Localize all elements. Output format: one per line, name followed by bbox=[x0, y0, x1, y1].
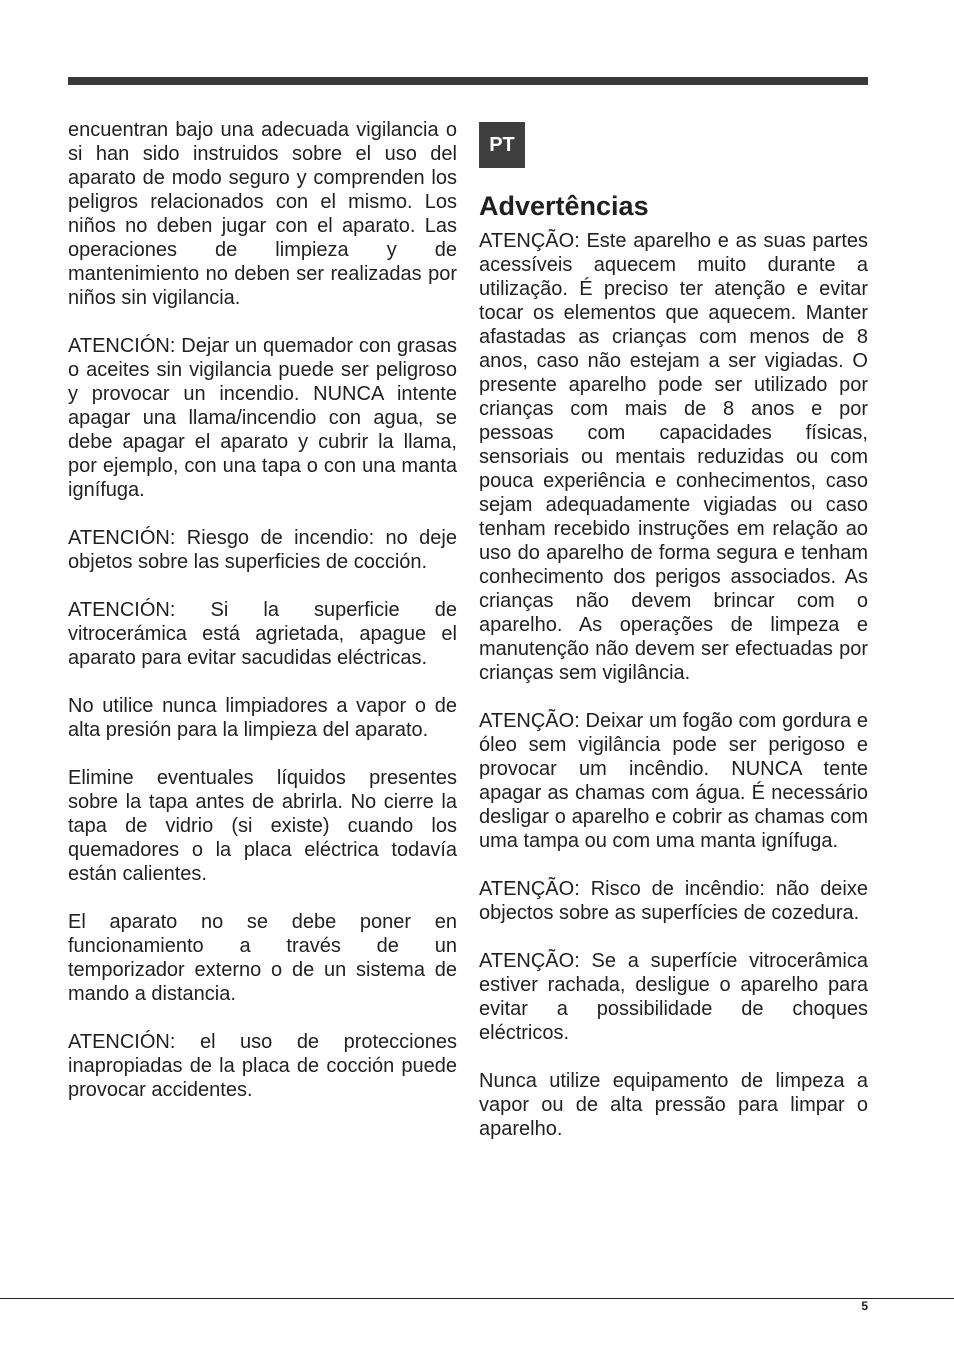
paragraph: Elimine eventuales líquidos presentes sobre la tapa antes de abrirla. No cierre la tapa de vidrio (si existe) cuando los quemadores o la placa eléctrica todavía están calientes. bbox=[68, 767, 457, 885]
paragraph: ATENCIÓN: Riesgo de incendio: no deje objetos sobre las superficies de cocción. bbox=[68, 527, 457, 573]
paragraph: encuentran bajo una adecuada vigilancia o si han sido instruidos sobre el uso del aparato de modo seguro y comprenden los peligros relacionados con el mismo. Los niños no deben jugar con el aparato. Las operaciones de limpieza y de mantenimiento no deben ser realizadas por niños sin vigilancia. bbox=[68, 119, 457, 309]
spanish-column bbox=[68, 118, 457, 1126]
footer-rule bbox=[0, 1298, 954, 1299]
portuguese-column bbox=[479, 122, 868, 1165]
paragraph: ATENCIÓN: Dejar un quemador con grasas o aceites sin vigilancia puede ser peligroso y provocar un incendio. NUNCA intente apagar una llama/incendio con agua, se debe apagar el aparato y cubrir la llama, por ejemplo, con una tapa o con una manta ignífuga. bbox=[68, 335, 457, 501]
paragraph: ATENÇÃO: Deixar um fogão com gordura e óleo sem vigilância pode ser perigoso e provocar um incêndio. NUNCA tente apagar as chamas com água. É necessário desligar o aparelho e cobrir as chamas com uma tampa ou com uma manta ignífuga. bbox=[479, 710, 868, 852]
paragraph: El aparato no se debe poner en funcionamiento a través de un temporizador externo o de un sistema de mando a distancia. bbox=[68, 911, 457, 1005]
paragraph: ATENCIÓN: Si la superficie de vitrocerámica está agrietada, apague el aparato para evitar sacudidas eléctricas. bbox=[68, 599, 457, 669]
paragraph: ATENCIÓN: el uso de protecciones inapropiadas de la placa de cocción puede provocar accidentes. bbox=[68, 1031, 457, 1101]
paragraph: ATENÇÃO: Este aparelho e as suas partes acessíveis aquecem muito durante a utilização. É preciso ter atenção e evitar tocar os elementos que aquecem. Manter afastadas as crianças com menos de 8 anos, caso não estejam a ser vigiadas. O presente aparelho pode ser utilizado por crianças com mais de 8 anos e por pessoas com capacidades físicas, sensoriais ou mentais reduzidas ou com pouca experiência e conhecimentos, caso sejam adequadamente vigiadas ou caso tenham recebido instruções em relação ao uso do aparelho de forma segura e tenham conhecimento dos perigos associados. As crianças não devem brincar com o aparelho. As operações de limpeza e manutenção não devem ser efectuadas por crianças sem vigilância. bbox=[479, 230, 868, 684]
header-rule bbox=[68, 77, 868, 85]
language-badge: PT bbox=[479, 122, 525, 168]
page-number: 5 bbox=[861, 1299, 868, 1313]
paragraph: Nunca utilize equipamento de limpeza a vapor ou de alta pressão para limpar o aparelho. bbox=[479, 1070, 868, 1140]
paragraph: No utilice nunca limpiadores a vapor o de alta presión para la limpieza del aparato. bbox=[68, 695, 457, 741]
section-title: Advertências bbox=[479, 191, 649, 221]
paragraph: ATENÇÃO: Risco de incêndio: não deixe objectos sobre as superfícies de cozedura. bbox=[479, 878, 868, 924]
paragraph: ATENÇÃO: Se a superfície vitrocerâmica estiver rachada, desligue o aparelho para evitar a possibilidade de choques eléctricos. bbox=[479, 950, 868, 1044]
